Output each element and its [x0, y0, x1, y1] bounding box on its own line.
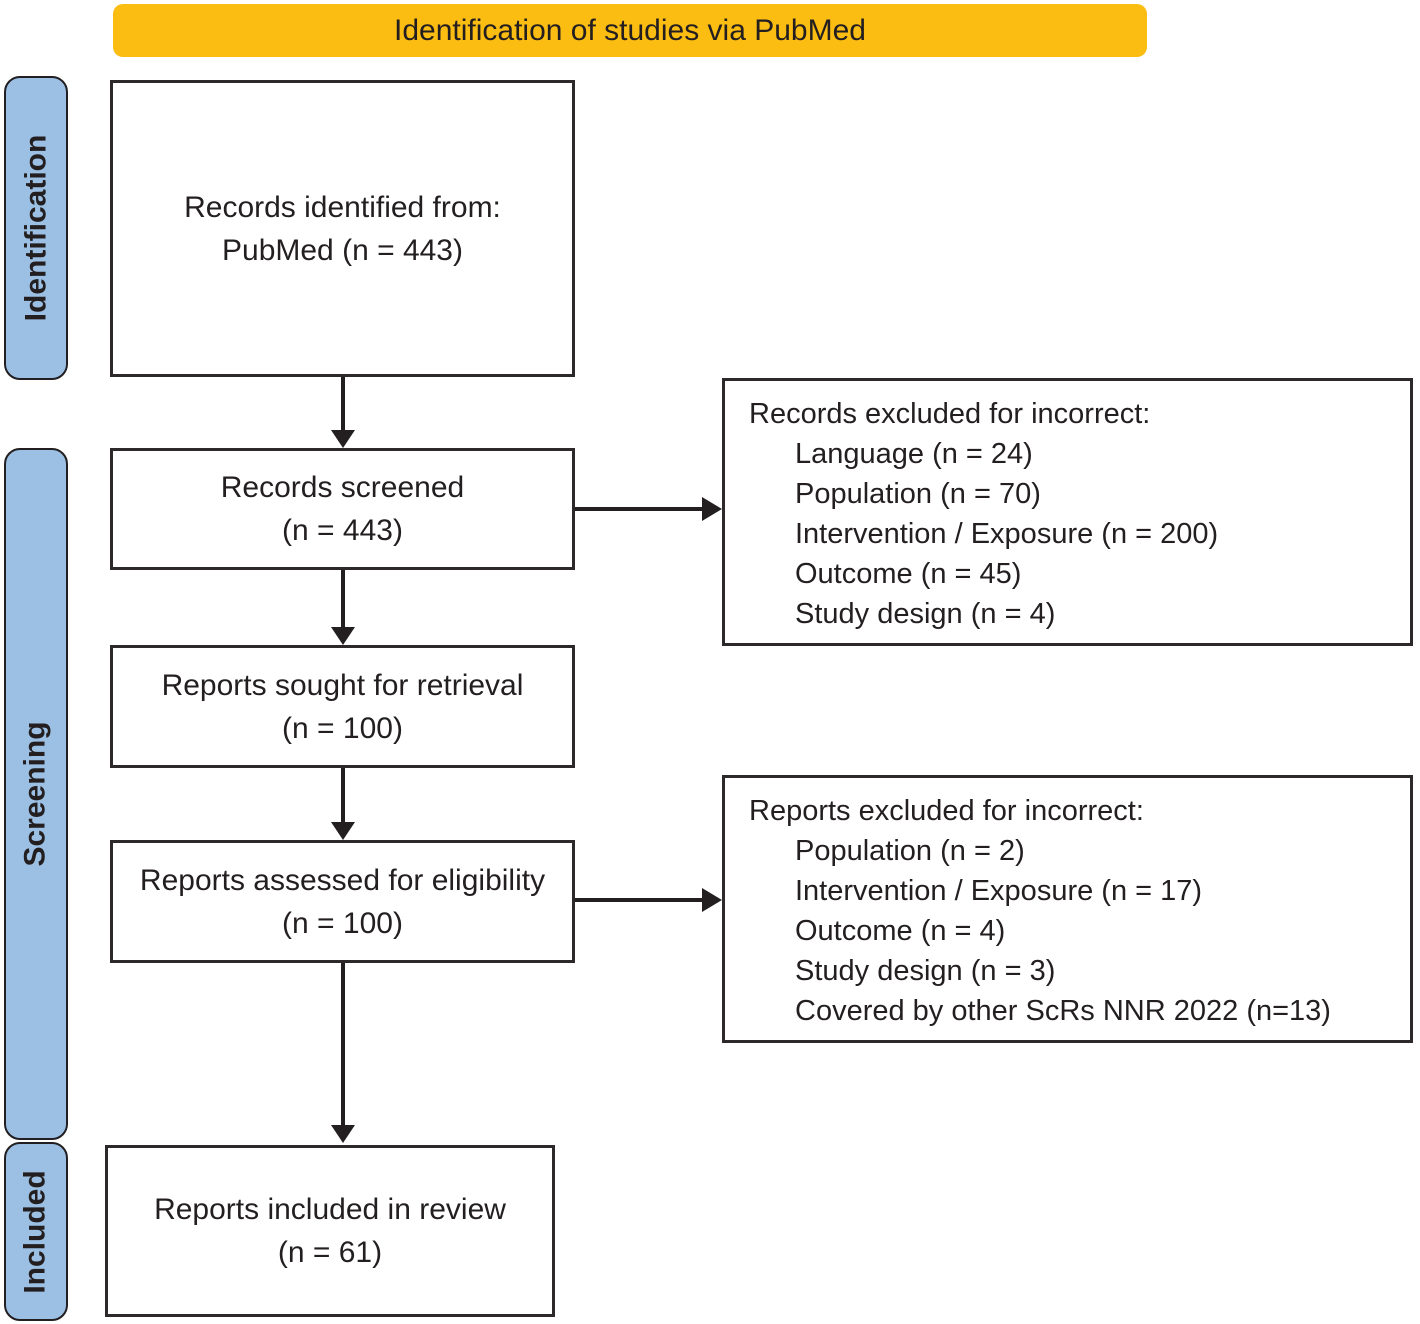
flow-box-count: (n = 100)	[282, 906, 403, 940]
stage-label-text: Screening	[19, 721, 52, 867]
stage-label-identification	[4, 76, 68, 380]
flow-box-count: (n = 61)	[277, 1236, 383, 1269]
flow-box-line: Records identified from:	[184, 190, 501, 224]
arrow-assessed-to-included	[341, 963, 345, 1126]
flow-box-records-identified	[110, 80, 575, 377]
arrowhead-down-icon	[331, 430, 355, 448]
arrow-screened-to-sought	[341, 570, 345, 628]
exclusion-item: Study design (n = 3)	[795, 955, 1056, 987]
exclusion-item: Outcome (n = 4)	[795, 915, 1006, 947]
exclusion-item: Population (n = 70)	[795, 478, 1041, 510]
arrowhead-down-icon	[331, 1125, 355, 1143]
flow-box-reports-included	[105, 1145, 555, 1317]
stage-label-text: Identification	[19, 134, 53, 322]
arrow-identified-to-screened	[341, 377, 345, 431]
flow-box-reports-sought	[110, 645, 575, 768]
flow-box-count: (n = 100)	[282, 711, 403, 745]
stage-label-text: Included	[19, 1169, 52, 1294]
exclusion-item: Population (n = 2)	[795, 835, 1025, 867]
exclusion-item: Intervention / Exposure (n = 17)	[795, 875, 1203, 907]
exclusion-item: Covered by other ScRs NNR 2022 (n=13)	[795, 995, 1331, 1027]
flow-box-records-screened	[110, 448, 575, 570]
exclusion-item: Intervention / Exposure (n = 200)	[795, 518, 1219, 550]
arrow-sought-to-assessed	[341, 768, 345, 823]
flow-box-reports-assessed	[110, 840, 575, 963]
exclusion-box-reports	[722, 775, 1413, 1043]
exclusion-heading: Reports excluded for incorrect:	[749, 795, 1144, 827]
exclusion-item: Study design (n = 4)	[795, 598, 1056, 630]
stage-label-screening	[4, 448, 68, 1140]
flow-box-line: Reports assessed for eligibility	[139, 863, 546, 897]
arrowhead-down-icon	[331, 627, 355, 645]
arrowhead-down-icon	[331, 822, 355, 840]
flow-box-count: (n = 443)	[282, 514, 403, 547]
diagram-title: Identification of studies via PubMed	[394, 13, 866, 47]
exclusion-item: Language (n = 24)	[795, 438, 1033, 470]
arrow-screened-to-excluded-records	[575, 507, 706, 511]
arrow-assessed-to-excluded-reports	[575, 898, 706, 902]
exclusion-heading: Records excluded for incorrect:	[749, 398, 1151, 430]
exclusion-item: Outcome (n = 45)	[795, 558, 1022, 590]
flow-box-count: PubMed (n = 443)	[222, 233, 463, 267]
diagram-title-banner	[113, 4, 1147, 57]
arrowhead-right-icon	[702, 497, 722, 521]
arrowhead-right-icon	[702, 888, 722, 912]
flow-box-line: Reports included in review	[154, 1193, 506, 1226]
flow-box-line: Records screened	[220, 471, 465, 504]
flow-box-line: Reports sought for retrieval	[161, 668, 524, 702]
stage-label-included	[4, 1142, 68, 1321]
exclusion-box-records	[722, 378, 1413, 646]
